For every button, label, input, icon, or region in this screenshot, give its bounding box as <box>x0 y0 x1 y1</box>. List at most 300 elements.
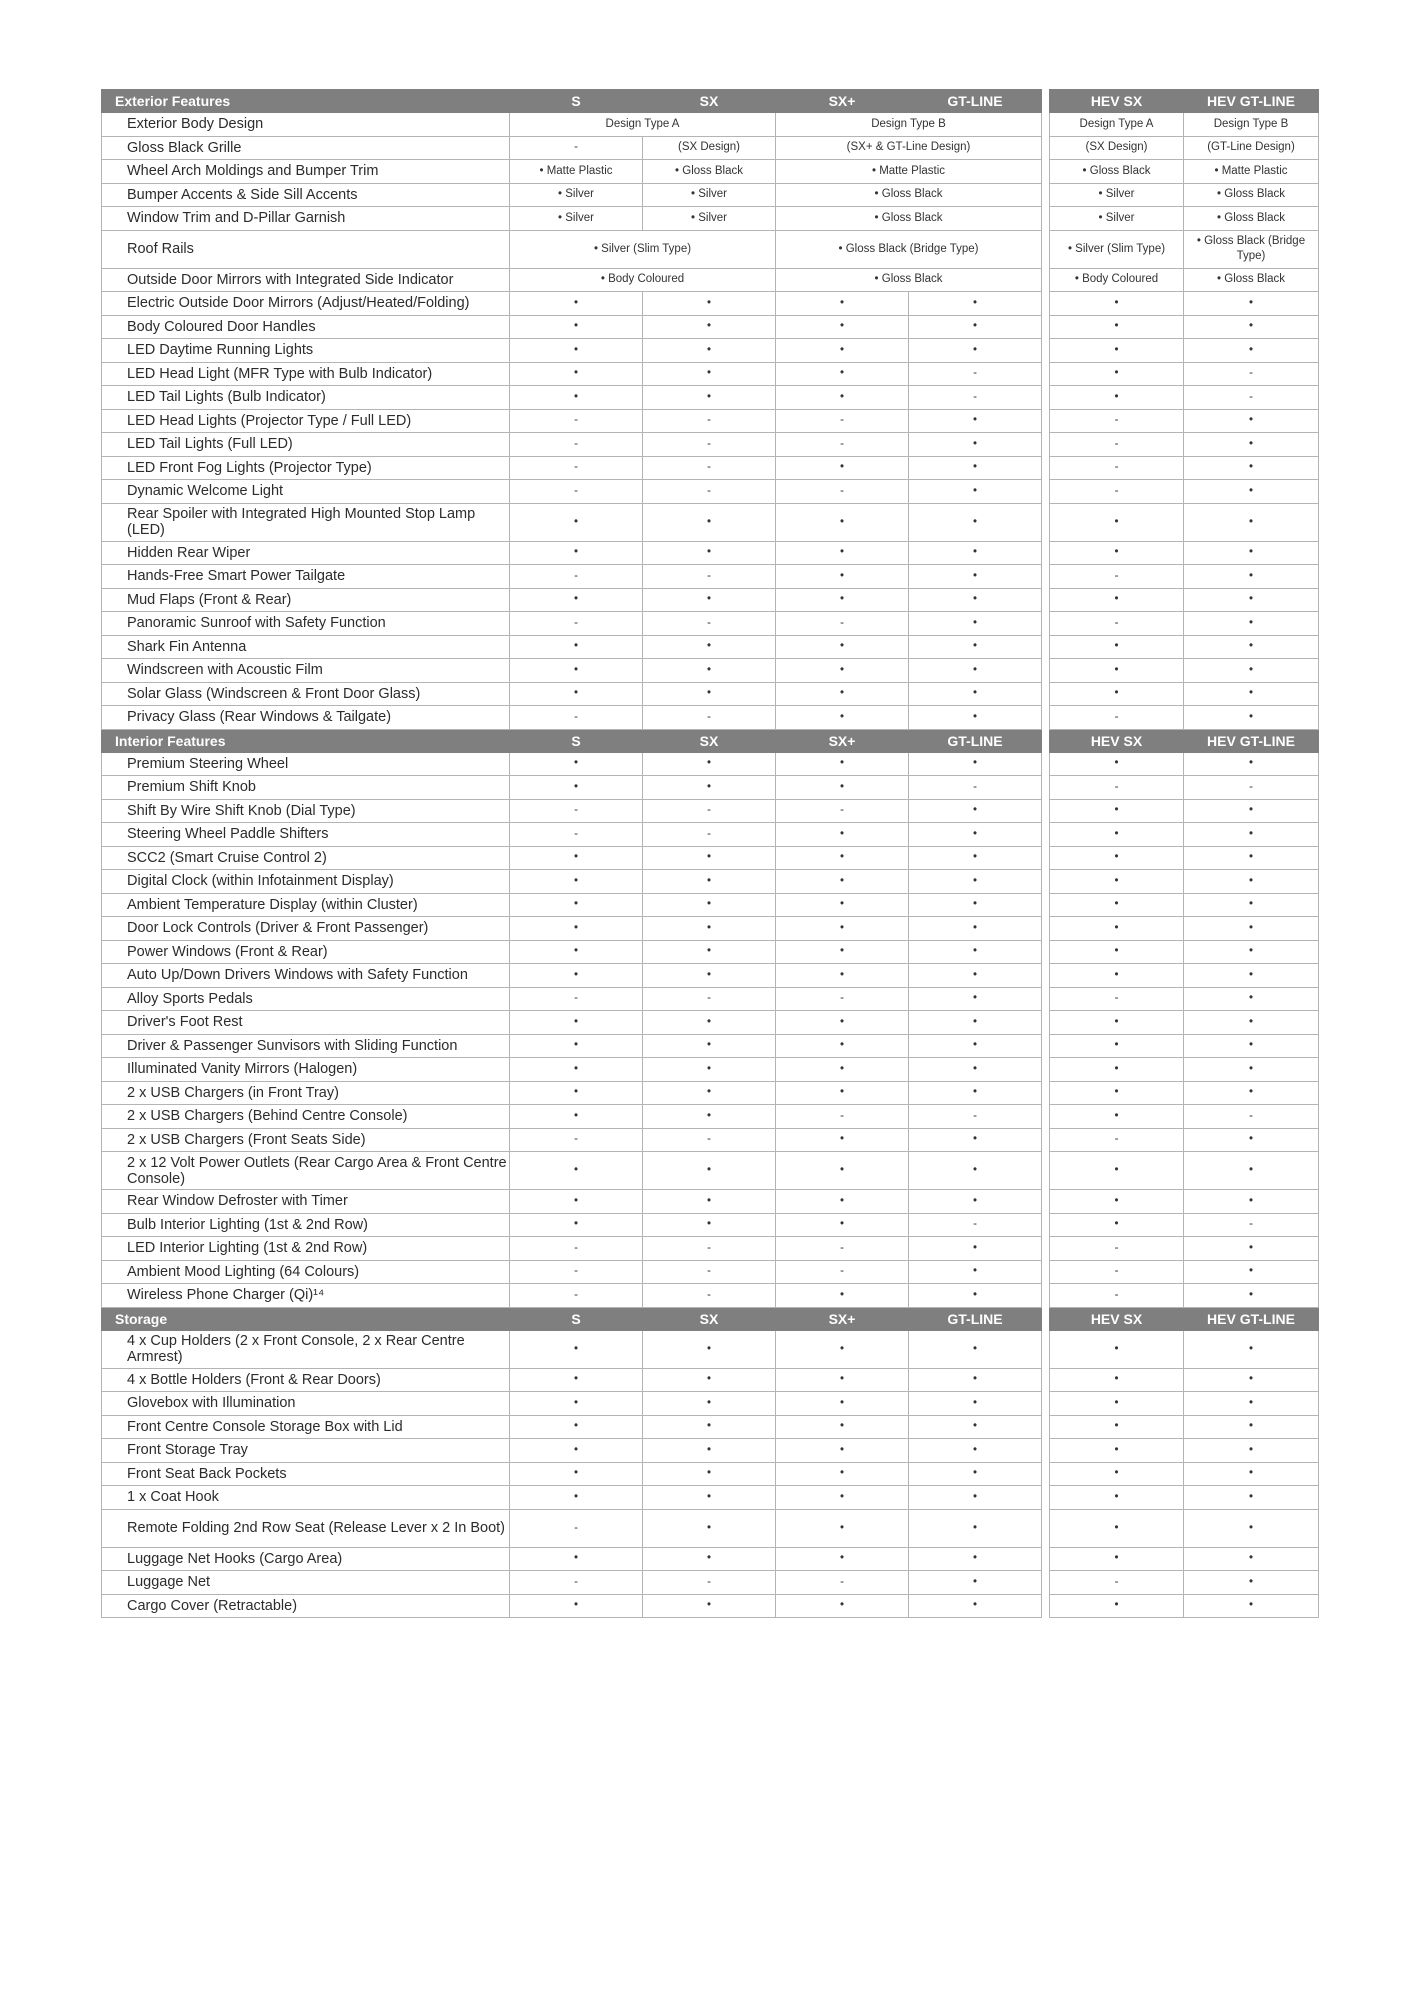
feature-value: Design Type A <box>510 113 776 137</box>
feature-value: • <box>776 1594 909 1618</box>
variant-header: SX <box>643 729 776 752</box>
column-gap <box>1042 1330 1050 1368</box>
feature-value: • <box>776 339 909 363</box>
feature-value: • <box>1050 1213 1184 1237</box>
feature-label: 2 x USB Chargers (Behind Centre Console) <box>102 1105 510 1129</box>
feature-label: Roof Rails <box>102 230 510 268</box>
feature-value: - <box>643 409 776 433</box>
variant-header: GT-LINE <box>909 1307 1042 1330</box>
table-row <box>102 1081 1319 1105</box>
column-gap <box>1042 565 1050 589</box>
feature-value: • <box>1184 1190 1319 1214</box>
table-row <box>102 136 1319 160</box>
column-gap <box>1042 1415 1050 1439</box>
feature-value: • <box>510 917 643 941</box>
feature-value: - <box>1050 1571 1184 1595</box>
feature-label: Solar Glass (Windscreen & Front Door Glass) <box>102 682 510 706</box>
feature-value: • <box>909 940 1042 964</box>
feature-value: - <box>1050 1284 1184 1308</box>
column-gap <box>1042 230 1050 268</box>
table-row <box>102 386 1319 410</box>
feature-value: • <box>776 870 909 894</box>
feature-value: • <box>776 940 909 964</box>
feature-value: (SX+ & GT-Line Design) <box>776 136 1042 160</box>
feature-label: Windscreen with Acoustic Film <box>102 659 510 683</box>
feature-value: • <box>909 1128 1042 1152</box>
feature-value: • <box>1050 339 1184 363</box>
feature-value: - <box>510 565 643 589</box>
column-gap <box>1042 846 1050 870</box>
feature-value: • <box>1050 870 1184 894</box>
feature-value: - <box>510 1571 643 1595</box>
feature-value: • <box>1184 1152 1319 1190</box>
feature-value: - <box>776 1571 909 1595</box>
feature-value: Design Type A <box>1050 113 1184 137</box>
feature-label: Bulb Interior Lighting (1st & 2nd Row) <box>102 1213 510 1237</box>
feature-value: • <box>776 1284 909 1308</box>
column-gap <box>1042 1571 1050 1595</box>
feature-value: • <box>909 1462 1042 1486</box>
column-gap <box>1042 1034 1050 1058</box>
feature-value: • <box>1184 1368 1319 1392</box>
feature-value: - <box>643 1237 776 1261</box>
feature-value: - <box>643 1571 776 1595</box>
table-row <box>102 1330 1319 1368</box>
feature-value: • Gloss Black (Bridge Type) <box>1184 230 1319 268</box>
feature-value: • <box>510 635 643 659</box>
feature-value: - <box>643 612 776 636</box>
feature-value: • <box>909 1439 1042 1463</box>
feature-value: • <box>510 362 643 386</box>
table-row <box>102 776 1319 800</box>
feature-value: • <box>643 1509 776 1547</box>
feature-value: - <box>776 1260 909 1284</box>
table-row <box>102 940 1319 964</box>
feature-value: - <box>510 136 643 160</box>
feature-value: - <box>510 409 643 433</box>
feature-value: • <box>1184 917 1319 941</box>
feature-value: - <box>1050 456 1184 480</box>
feature-label: 2 x USB Chargers (Front Seats Side) <box>102 1128 510 1152</box>
column-gap <box>1042 682 1050 706</box>
feature-value: • <box>776 1152 909 1190</box>
feature-value: • <box>776 1034 909 1058</box>
feature-value: • <box>1184 1128 1319 1152</box>
table-row <box>102 1260 1319 1284</box>
feature-value: - <box>909 386 1042 410</box>
feature-value: • Silver <box>510 207 643 231</box>
column-gap <box>1042 1392 1050 1416</box>
feature-value: • <box>643 386 776 410</box>
feature-label: LED Tail Lights (Bulb Indicator) <box>102 386 510 410</box>
feature-value: • <box>643 541 776 565</box>
table-row <box>102 113 1319 137</box>
feature-value: • <box>510 682 643 706</box>
feature-value: • <box>510 1392 643 1416</box>
column-gap <box>1042 1509 1050 1547</box>
feature-value: - <box>1050 1128 1184 1152</box>
column-gap <box>1042 1011 1050 1035</box>
feature-value: • <box>909 315 1042 339</box>
table-row <box>102 315 1319 339</box>
feature-value: • <box>1050 799 1184 823</box>
feature-value: • <box>1184 1392 1319 1416</box>
feature-value: • <box>510 1462 643 1486</box>
feature-label: Hands-Free Smart Power Tailgate <box>102 565 510 589</box>
feature-value: • <box>643 1439 776 1463</box>
column-gap <box>1042 183 1050 207</box>
column-gap <box>1042 456 1050 480</box>
feature-value: • <box>776 659 909 683</box>
feature-value: • Silver <box>510 183 643 207</box>
table-row <box>102 1486 1319 1510</box>
feature-value: • Gloss Black <box>776 268 1042 292</box>
feature-value: • <box>1050 1368 1184 1392</box>
feature-value: - <box>1184 362 1319 386</box>
section-title: Interior Features <box>102 729 510 752</box>
feature-value: - <box>643 987 776 1011</box>
feature-value: - <box>643 1128 776 1152</box>
feature-value: • <box>510 1439 643 1463</box>
feature-value: • <box>510 1213 643 1237</box>
feature-value: • <box>776 964 909 988</box>
feature-value: - <box>1050 1237 1184 1261</box>
feature-value: • <box>1184 823 1319 847</box>
feature-label: Front Seat Back Pockets <box>102 1462 510 1486</box>
feature-value: • <box>776 917 909 941</box>
feature-label: Power Windows (Front & Rear) <box>102 940 510 964</box>
feature-label: Outside Door Mirrors with Integrated Side Indicator <box>102 268 510 292</box>
feature-value: • <box>1184 682 1319 706</box>
feature-value: • <box>510 1486 643 1510</box>
feature-value: - <box>643 799 776 823</box>
feature-value: • <box>510 893 643 917</box>
feature-label: Luggage Net <box>102 1571 510 1595</box>
feature-value: • <box>909 1081 1042 1105</box>
table-row <box>102 1462 1319 1486</box>
column-gap <box>1042 752 1050 776</box>
feature-value: • <box>643 1152 776 1190</box>
feature-value: • <box>1050 893 1184 917</box>
feature-label: Wheel Arch Moldings and Bumper Trim <box>102 160 510 184</box>
feature-value: • <box>776 1509 909 1547</box>
feature-value: - <box>510 1128 643 1152</box>
column-gap <box>1042 1307 1050 1330</box>
feature-value: - <box>1184 776 1319 800</box>
feature-label: Ambient Temperature Display (within Cluster) <box>102 893 510 917</box>
table-row <box>102 409 1319 433</box>
table-row <box>102 987 1319 1011</box>
feature-value: • <box>776 1081 909 1105</box>
column-gap <box>1042 1547 1050 1571</box>
column-gap <box>1042 612 1050 636</box>
feature-value: • <box>776 292 909 316</box>
feature-value: • <box>1184 1439 1319 1463</box>
feature-value: • Gloss Black <box>643 160 776 184</box>
feature-value: • <box>776 776 909 800</box>
feature-value: - <box>510 456 643 480</box>
feature-label: Shark Fin Antenna <box>102 635 510 659</box>
feature-value: • <box>909 987 1042 1011</box>
feature-value: • <box>909 1330 1042 1368</box>
feature-value: • <box>1184 893 1319 917</box>
feature-value: - <box>1050 565 1184 589</box>
feature-label: Premium Steering Wheel <box>102 752 510 776</box>
feature-value: • <box>643 846 776 870</box>
feature-value: • <box>1050 588 1184 612</box>
feature-value: • <box>776 1213 909 1237</box>
feature-value: • <box>643 1462 776 1486</box>
variant-header: HEV GT-LINE <box>1184 90 1319 113</box>
feature-value: • <box>643 1594 776 1618</box>
table-row <box>102 1509 1319 1547</box>
feature-label: Illuminated Vanity Mirrors (Halogen) <box>102 1058 510 1082</box>
feature-value: • Matte Plastic <box>776 160 1042 184</box>
feature-value: • <box>643 1547 776 1571</box>
column-gap <box>1042 823 1050 847</box>
table-row <box>102 433 1319 457</box>
column-gap <box>1042 315 1050 339</box>
table-row <box>102 456 1319 480</box>
table-row <box>102 207 1319 231</box>
column-gap <box>1042 940 1050 964</box>
feature-value: • <box>510 752 643 776</box>
feature-value: • <box>1184 292 1319 316</box>
column-gap <box>1042 1081 1050 1105</box>
feature-value: • Silver <box>1050 207 1184 231</box>
feature-value: • <box>643 635 776 659</box>
feature-label: Mud Flaps (Front & Rear) <box>102 588 510 612</box>
feature-label: 4 x Bottle Holders (Front & Rear Doors) <box>102 1368 510 1392</box>
feature-value: • <box>643 362 776 386</box>
feature-value: - <box>643 433 776 457</box>
feature-value: • <box>1050 1486 1184 1510</box>
feature-label: Privacy Glass (Rear Windows & Tailgate) <box>102 706 510 730</box>
feature-value: • <box>510 503 643 541</box>
table-row <box>102 1392 1319 1416</box>
column-gap <box>1042 90 1050 113</box>
feature-value: • <box>643 893 776 917</box>
feature-value: - <box>1050 612 1184 636</box>
feature-value: • <box>643 682 776 706</box>
feature-value: • <box>776 315 909 339</box>
feature-value: • <box>909 565 1042 589</box>
feature-value: - <box>776 987 909 1011</box>
table-row <box>102 1152 1319 1190</box>
feature-label: Electric Outside Door Mirrors (Adjust/Heated/Folding) <box>102 292 510 316</box>
feature-value: • <box>776 635 909 659</box>
section-header <box>102 729 1319 752</box>
feature-value: - <box>1050 433 1184 457</box>
feature-value: • <box>909 1392 1042 1416</box>
feature-value: • <box>510 386 643 410</box>
feature-value: • <box>1184 1058 1319 1082</box>
column-gap <box>1042 1128 1050 1152</box>
feature-value: • Gloss Black <box>1050 160 1184 184</box>
feature-label: 1 x Coat Hook <box>102 1486 510 1510</box>
feature-value: • <box>1184 1547 1319 1571</box>
feature-value: • <box>909 823 1042 847</box>
feature-value: • <box>643 1011 776 1035</box>
table-row <box>102 846 1319 870</box>
feature-value: • <box>776 1486 909 1510</box>
feature-value: • <box>909 339 1042 363</box>
feature-value: • <box>1050 1415 1184 1439</box>
feature-label: 4 x Cup Holders (2 x Front Console, 2 x Rear Centre Armrest) <box>102 1330 510 1368</box>
feature-value: • <box>909 799 1042 823</box>
feature-value: • <box>1050 292 1184 316</box>
feature-label: Body Coloured Door Handles <box>102 315 510 339</box>
feature-value: - <box>643 1260 776 1284</box>
feature-value: • <box>1184 1260 1319 1284</box>
table-row <box>102 541 1319 565</box>
feature-value: • <box>1050 1081 1184 1105</box>
feature-value: • <box>909 1284 1042 1308</box>
table-row <box>102 1190 1319 1214</box>
table-row <box>102 823 1319 847</box>
variant-header: S <box>510 1307 643 1330</box>
column-gap <box>1042 659 1050 683</box>
table-row <box>102 706 1319 730</box>
feature-value: • <box>1184 706 1319 730</box>
feature-value: • Silver (Slim Type) <box>1050 230 1184 268</box>
column-gap <box>1042 987 1050 1011</box>
feature-value: • <box>909 893 1042 917</box>
feature-value: • <box>510 1105 643 1129</box>
feature-value: • <box>510 1547 643 1571</box>
feature-value: • <box>643 315 776 339</box>
feature-label: Driver's Foot Rest <box>102 1011 510 1035</box>
feature-value: • <box>510 1190 643 1214</box>
feature-value: • <box>1184 565 1319 589</box>
column-gap <box>1042 160 1050 184</box>
column-gap <box>1042 207 1050 231</box>
table-row <box>102 752 1319 776</box>
specification-table <box>101 89 1319 1618</box>
feature-value: - <box>776 799 909 823</box>
feature-value: - <box>643 1284 776 1308</box>
feature-value: • <box>1184 1486 1319 1510</box>
table-row <box>102 1547 1319 1571</box>
feature-value: • <box>1184 964 1319 988</box>
feature-label: Steering Wheel Paddle Shifters <box>102 823 510 847</box>
feature-value: • <box>1184 1462 1319 1486</box>
feature-value: • <box>643 1213 776 1237</box>
feature-value: • <box>1184 987 1319 1011</box>
feature-label: Front Storage Tray <box>102 1439 510 1463</box>
feature-value: • <box>909 870 1042 894</box>
column-gap <box>1042 480 1050 504</box>
feature-value: • <box>909 1190 1042 1214</box>
feature-value: • <box>909 1368 1042 1392</box>
feature-value: - <box>909 1213 1042 1237</box>
feature-label: LED Daytime Running Lights <box>102 339 510 363</box>
table-row <box>102 1213 1319 1237</box>
variant-header: SX+ <box>776 90 909 113</box>
feature-value: • <box>510 659 643 683</box>
feature-value: • <box>909 292 1042 316</box>
column-gap <box>1042 1152 1050 1190</box>
feature-value: - <box>643 823 776 847</box>
column-gap <box>1042 706 1050 730</box>
feature-label: LED Interior Lighting (1st & 2nd Row) <box>102 1237 510 1261</box>
feature-value: - <box>510 1260 643 1284</box>
feature-value: • <box>776 541 909 565</box>
feature-value: - <box>776 409 909 433</box>
feature-value: • <box>909 503 1042 541</box>
feature-value: • <box>1050 659 1184 683</box>
feature-value: • Gloss Black <box>776 183 1042 207</box>
feature-value: • <box>909 480 1042 504</box>
feature-value: - <box>909 776 1042 800</box>
feature-value: • <box>643 1058 776 1082</box>
column-gap <box>1042 1237 1050 1261</box>
feature-value: - <box>1050 409 1184 433</box>
feature-value: • <box>909 588 1042 612</box>
feature-value: - <box>510 612 643 636</box>
table-row <box>102 588 1319 612</box>
feature-label: Alloy Sports Pedals <box>102 987 510 1011</box>
feature-value: • Silver <box>643 207 776 231</box>
feature-value: • <box>909 846 1042 870</box>
column-gap <box>1042 409 1050 433</box>
column-gap <box>1042 1594 1050 1618</box>
feature-value: - <box>1050 1260 1184 1284</box>
feature-value: • <box>1050 682 1184 706</box>
feature-value: • <box>909 1571 1042 1595</box>
table-row <box>102 1011 1319 1035</box>
table-row <box>102 1439 1319 1463</box>
feature-value: • Body Coloured <box>1050 268 1184 292</box>
variant-header: HEV SX <box>1050 729 1184 752</box>
feature-value: • <box>909 1152 1042 1190</box>
feature-value: • <box>776 1462 909 1486</box>
column-gap <box>1042 136 1050 160</box>
feature-label: Ambient Mood Lighting (64 Colours) <box>102 1260 510 1284</box>
section-header <box>102 90 1319 113</box>
feature-value: • <box>510 315 643 339</box>
feature-label: Front Centre Console Storage Box with Lid <box>102 1415 510 1439</box>
column-gap <box>1042 799 1050 823</box>
feature-value: - <box>510 823 643 847</box>
feature-value: • <box>909 456 1042 480</box>
feature-value: • <box>1184 1011 1319 1035</box>
table-row <box>102 964 1319 988</box>
feature-label: Glovebox with Illumination <box>102 1392 510 1416</box>
table-row <box>102 799 1319 823</box>
feature-value: - <box>1184 1105 1319 1129</box>
feature-value: - <box>510 1284 643 1308</box>
feature-value: • <box>1050 1011 1184 1035</box>
variant-header: SX <box>643 1307 776 1330</box>
feature-value: - <box>776 480 909 504</box>
feature-value: • <box>776 706 909 730</box>
feature-value: • <box>776 1190 909 1214</box>
feature-value: • Matte Plastic <box>510 160 643 184</box>
feature-label: Rear Window Defroster with Timer <box>102 1190 510 1214</box>
feature-value: • <box>909 964 1042 988</box>
feature-value: - <box>1050 776 1184 800</box>
feature-label: Exterior Body Design <box>102 113 510 137</box>
feature-value: • <box>643 503 776 541</box>
feature-value: • <box>643 292 776 316</box>
feature-value: • <box>1050 362 1184 386</box>
feature-value: • <box>510 1011 643 1035</box>
column-gap <box>1042 917 1050 941</box>
variant-header: SX <box>643 90 776 113</box>
column-gap <box>1042 776 1050 800</box>
feature-value: • Matte Plastic <box>1184 160 1319 184</box>
